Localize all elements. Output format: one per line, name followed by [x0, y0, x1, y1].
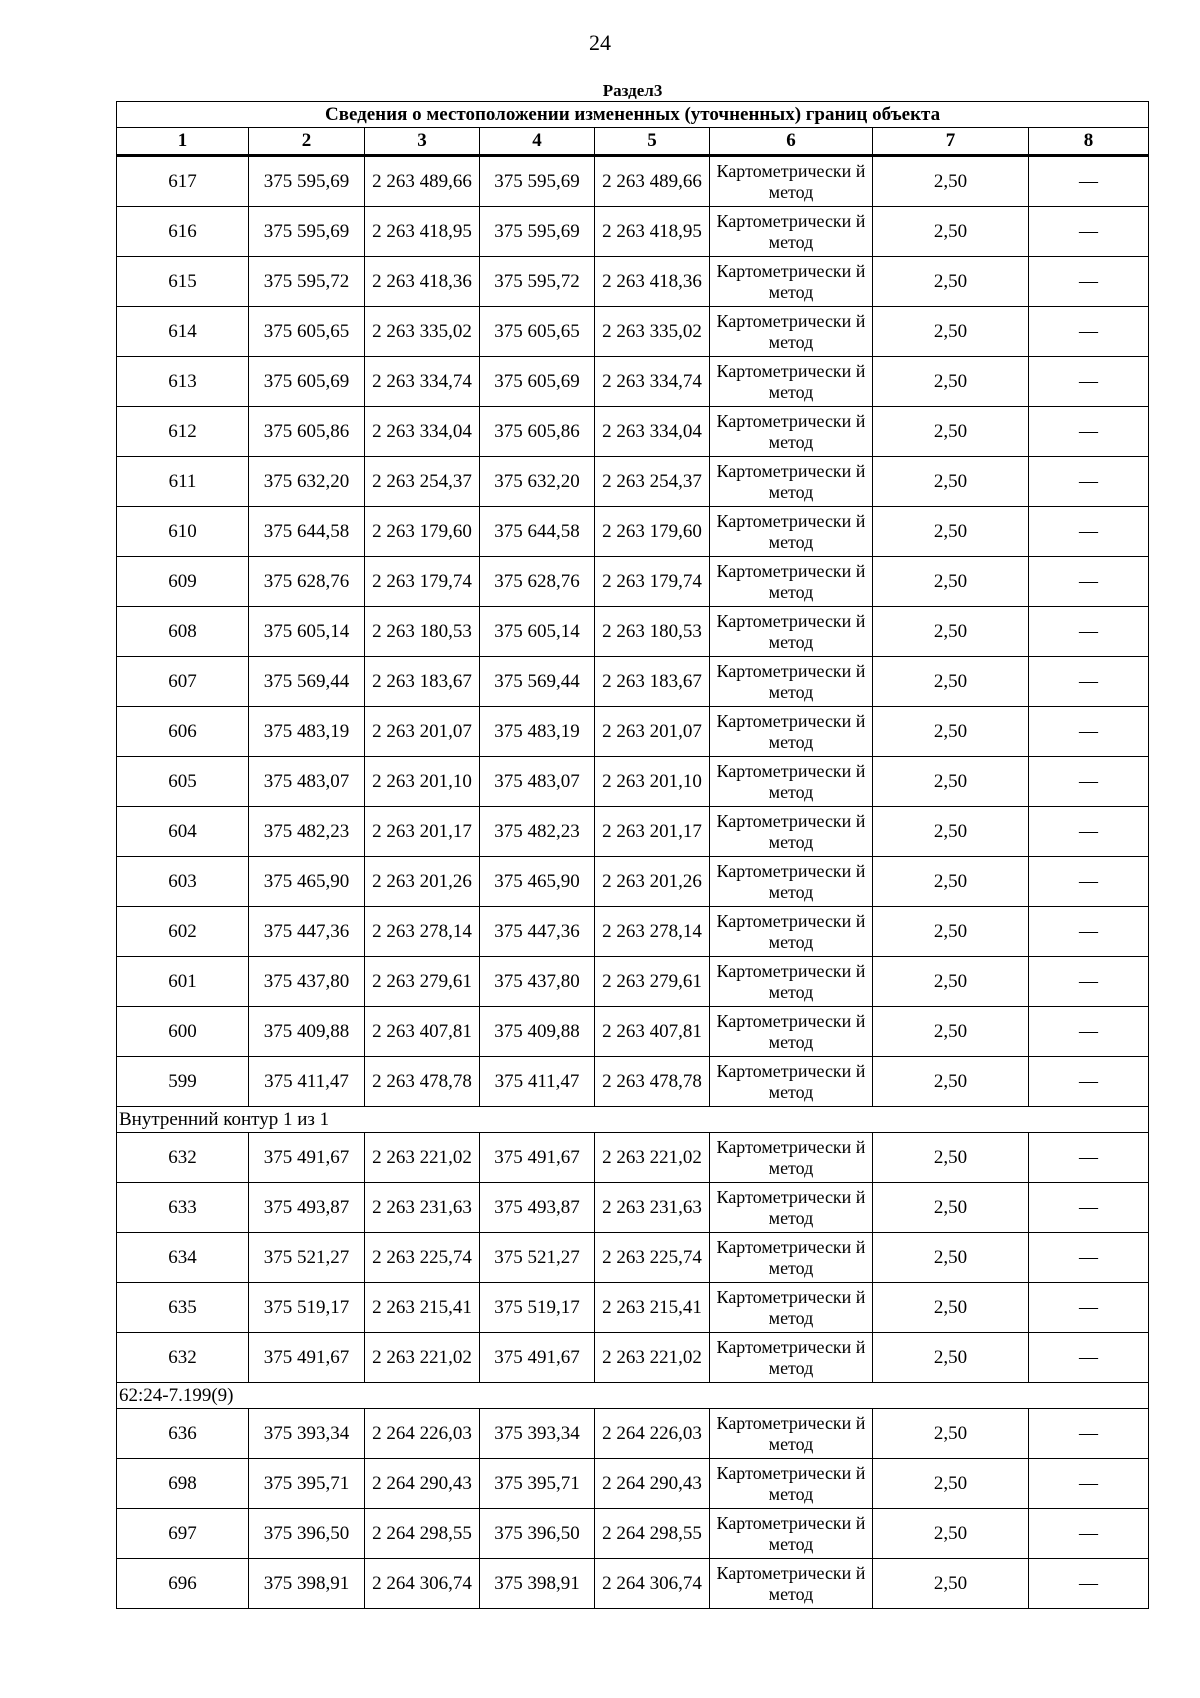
y-refined-cell: 2 263 215,41 — [595, 1283, 710, 1333]
y-existing-cell: 2 263 231,63 — [365, 1183, 480, 1233]
accuracy-cell: 2,50 — [873, 707, 1029, 757]
accuracy-cell: 2,50 — [873, 1333, 1029, 1383]
y-existing-cell: 2 263 201,10 — [365, 757, 480, 807]
column-number: 7 — [873, 128, 1029, 156]
x-existing-cell: 375 605,86 — [249, 407, 365, 457]
description-cell: — — [1029, 156, 1149, 207]
y-existing-cell: 2 264 298,55 — [365, 1509, 480, 1559]
accuracy-cell: 2,50 — [873, 156, 1029, 207]
table-row — [117, 707, 1149, 757]
y-existing-cell: 2 263 334,04 — [365, 407, 480, 457]
point-number-cell: 636 — [117, 1409, 249, 1459]
point-number-cell: 697 — [117, 1509, 249, 1559]
y-refined-cell: 2 263 183,67 — [595, 657, 710, 707]
x-refined-cell: 375 395,71 — [480, 1459, 595, 1509]
y-existing-cell: 2 263 278,14 — [365, 907, 480, 957]
accuracy-cell: 2,50 — [873, 1509, 1029, 1559]
x-existing-cell: 375 409,88 — [249, 1007, 365, 1057]
method-cell: Картометрически й метод — [710, 807, 873, 857]
x-refined-cell: 375 521,27 — [480, 1233, 595, 1283]
x-existing-cell: 375 595,69 — [249, 156, 365, 207]
point-number-cell: 616 — [117, 207, 249, 257]
x-existing-cell: 375 595,69 — [249, 207, 365, 257]
method-cell: Картометрически й метод — [710, 1559, 873, 1609]
x-refined-cell: 375 491,67 — [480, 1133, 595, 1183]
description-cell: — — [1029, 1409, 1149, 1459]
description-cell: — — [1029, 1509, 1149, 1559]
description-cell: — — [1029, 807, 1149, 857]
description-cell: — — [1029, 1559, 1149, 1609]
x-refined-cell: 375 644,58 — [480, 507, 595, 557]
y-existing-cell: 2 263 201,26 — [365, 857, 480, 907]
description-cell: — — [1029, 1333, 1149, 1383]
description-cell: — — [1029, 257, 1149, 307]
y-existing-cell: 2 263 201,17 — [365, 807, 480, 857]
y-refined-cell: 2 263 489,66 — [595, 156, 710, 207]
y-refined-cell: 2 263 221,02 — [595, 1333, 710, 1383]
accuracy-cell: 2,50 — [873, 1409, 1029, 1459]
point-number-cell: 600 — [117, 1007, 249, 1057]
y-existing-cell: 2 263 407,81 — [365, 1007, 480, 1057]
description-cell: — — [1029, 1133, 1149, 1183]
x-existing-cell: 375 396,50 — [249, 1509, 365, 1559]
table-row — [117, 156, 1149, 207]
column-number: 8 — [1029, 128, 1149, 156]
column-number: 3 — [365, 128, 480, 156]
y-refined-cell: 2 263 278,14 — [595, 907, 710, 957]
method-cell: Картометрически й метод — [710, 857, 873, 907]
accuracy-cell: 2,50 — [873, 1057, 1029, 1107]
x-refined-cell: 375 628,76 — [480, 557, 595, 607]
y-existing-cell: 2 263 279,61 — [365, 957, 480, 1007]
x-refined-cell: 375 519,17 — [480, 1283, 595, 1333]
x-refined-cell: 375 465,90 — [480, 857, 595, 907]
point-number-cell: 696 — [117, 1559, 249, 1609]
accuracy-cell: 2,50 — [873, 1183, 1029, 1233]
y-refined-cell: 2 263 179,74 — [595, 557, 710, 607]
y-refined-cell: 2 263 180,53 — [595, 607, 710, 657]
point-number-cell: 615 — [117, 257, 249, 307]
x-existing-cell: 375 519,17 — [249, 1283, 365, 1333]
table-row — [117, 657, 1149, 707]
x-refined-cell: 375 491,67 — [480, 1333, 595, 1383]
description-cell: — — [1029, 1459, 1149, 1509]
table-row — [117, 457, 1149, 507]
x-refined-cell: 375 605,69 — [480, 357, 595, 407]
section-label: Раздел3 — [602, 80, 663, 100]
accuracy-cell: 2,50 — [873, 1283, 1029, 1333]
contour-group-label: Внутренний контур 1 из 1 — [117, 1107, 1149, 1133]
point-number-cell: 606 — [117, 707, 249, 757]
method-cell: Картометрически й метод — [710, 707, 873, 757]
x-refined-cell: 375 493,87 — [480, 1183, 595, 1233]
method-cell: Картометрически й метод — [710, 1509, 873, 1559]
x-existing-cell: 375 605,69 — [249, 357, 365, 407]
accuracy-cell: 2,50 — [873, 957, 1029, 1007]
y-existing-cell: 2 264 290,43 — [365, 1459, 480, 1509]
accuracy-cell: 2,50 — [873, 207, 1029, 257]
method-cell: Картометрически й метод — [710, 1183, 873, 1233]
x-existing-cell: 375 482,23 — [249, 807, 365, 857]
x-existing-cell: 375 595,72 — [249, 257, 365, 307]
accuracy-cell: 2,50 — [873, 607, 1029, 657]
page-number: 24 — [589, 30, 611, 55]
method-cell: Картометрически й метод — [710, 557, 873, 607]
x-existing-cell: 375 437,80 — [249, 957, 365, 1007]
accuracy-cell: 2,50 — [873, 457, 1029, 507]
y-existing-cell: 2 263 334,74 — [365, 357, 480, 407]
table-row — [117, 557, 1149, 607]
description-cell: — — [1029, 1183, 1149, 1233]
x-existing-cell: 375 569,44 — [249, 657, 365, 707]
method-cell: Картометрически й метод — [710, 407, 873, 457]
y-refined-cell: 2 263 225,74 — [595, 1233, 710, 1283]
y-existing-cell: 2 263 183,67 — [365, 657, 480, 707]
y-refined-cell: 2 264 298,55 — [595, 1509, 710, 1559]
method-cell: Картометрически й метод — [710, 1133, 873, 1183]
y-existing-cell: 2 263 215,41 — [365, 1283, 480, 1333]
y-refined-cell: 2 263 418,95 — [595, 207, 710, 257]
description-cell: — — [1029, 1007, 1149, 1057]
x-existing-cell: 375 628,76 — [249, 557, 365, 607]
x-refined-cell: 375 605,86 — [480, 407, 595, 457]
y-refined-cell: 2 263 334,74 — [595, 357, 710, 407]
point-number-cell: 604 — [117, 807, 249, 857]
point-number-cell: 617 — [117, 156, 249, 207]
point-number-cell: 609 — [117, 557, 249, 607]
method-cell: Картометрически й метод — [710, 907, 873, 957]
x-refined-cell: 375 605,65 — [480, 307, 595, 357]
point-number-cell: 602 — [117, 907, 249, 957]
description-cell: — — [1029, 1283, 1149, 1333]
x-existing-cell: 375 483,07 — [249, 757, 365, 807]
description-cell: — — [1029, 357, 1149, 407]
method-cell: Картометрически й метод — [710, 607, 873, 657]
point-number-cell: 632 — [117, 1133, 249, 1183]
accuracy-cell: 2,50 — [873, 1007, 1029, 1057]
y-existing-cell: 2 263 418,95 — [365, 207, 480, 257]
accuracy-cell: 2,50 — [873, 557, 1029, 607]
y-refined-cell: 2 263 418,36 — [595, 257, 710, 307]
y-existing-cell: 2 263 418,36 — [365, 257, 480, 307]
x-existing-cell: 375 393,34 — [249, 1409, 365, 1459]
method-cell: Картометрически й метод — [710, 957, 873, 1007]
description-cell: — — [1029, 657, 1149, 707]
description-cell: — — [1029, 457, 1149, 507]
x-refined-cell: 375 482,23 — [480, 807, 595, 857]
x-refined-cell: 375 595,69 — [480, 207, 595, 257]
y-existing-cell: 2 264 306,74 — [365, 1559, 480, 1609]
description-cell: — — [1029, 707, 1149, 757]
table-row — [117, 407, 1149, 457]
y-existing-cell: 2 263 180,53 — [365, 607, 480, 657]
y-refined-cell: 2 263 231,63 — [595, 1183, 710, 1233]
column-number: 6 — [710, 128, 873, 156]
table-row — [117, 857, 1149, 907]
description-cell: — — [1029, 1057, 1149, 1107]
table-row — [117, 207, 1149, 257]
point-number-cell: 605 — [117, 757, 249, 807]
point-number-cell: 599 — [117, 1057, 249, 1107]
table-row — [117, 1283, 1149, 1333]
y-existing-cell: 2 264 226,03 — [365, 1409, 480, 1459]
method-cell: Картометрически й метод — [710, 1283, 873, 1333]
method-cell: Картометрически й метод — [710, 307, 873, 357]
x-existing-cell: 375 465,90 — [249, 857, 365, 907]
column-number-row — [117, 128, 1149, 156]
y-refined-cell: 2 264 306,74 — [595, 1559, 710, 1609]
description-cell: — — [1029, 507, 1149, 557]
accuracy-cell: 2,50 — [873, 907, 1029, 957]
y-existing-cell: 2 263 335,02 — [365, 307, 480, 357]
y-refined-cell: 2 263 478,78 — [595, 1057, 710, 1107]
point-number-cell: 613 — [117, 357, 249, 407]
contour-group-row — [117, 1383, 1149, 1409]
x-refined-cell: 375 437,80 — [480, 957, 595, 1007]
method-cell: Картометрически й метод — [710, 357, 873, 407]
x-refined-cell: 375 605,14 — [480, 607, 595, 657]
accuracy-cell: 2,50 — [873, 657, 1029, 707]
x-refined-cell: 375 595,72 — [480, 257, 595, 307]
table-row — [117, 1133, 1149, 1183]
y-existing-cell: 2 263 489,66 — [365, 156, 480, 207]
x-refined-cell: 375 569,44 — [480, 657, 595, 707]
y-refined-cell: 2 263 201,10 — [595, 757, 710, 807]
x-existing-cell: 375 411,47 — [249, 1057, 365, 1107]
x-refined-cell: 375 483,07 — [480, 757, 595, 807]
table-row — [117, 1509, 1149, 1559]
point-number-cell: 612 — [117, 407, 249, 457]
y-refined-cell: 2 264 290,43 — [595, 1459, 710, 1509]
accuracy-cell: 2,50 — [873, 257, 1029, 307]
method-cell: Картометрически й метод — [710, 257, 873, 307]
y-refined-cell: 2 263 254,37 — [595, 457, 710, 507]
description-cell: — — [1029, 207, 1149, 257]
description-cell: — — [1029, 857, 1149, 907]
method-cell: Картометрически й метод — [710, 1057, 873, 1107]
point-number-cell: 611 — [117, 457, 249, 507]
accuracy-cell: 2,50 — [873, 1559, 1029, 1609]
method-cell: Картометрически й метод — [710, 507, 873, 557]
method-cell: Картометрически й метод — [710, 1007, 873, 1057]
accuracy-cell: 2,50 — [873, 857, 1029, 907]
y-refined-cell: 2 263 334,04 — [595, 407, 710, 457]
x-refined-cell: 375 398,91 — [480, 1559, 595, 1609]
method-cell: Картометрически й метод — [710, 1459, 873, 1509]
y-existing-cell: 2 263 179,74 — [365, 557, 480, 607]
point-number-cell: 607 — [117, 657, 249, 707]
x-refined-cell: 375 409,88 — [480, 1007, 595, 1057]
accuracy-cell: 2,50 — [873, 407, 1029, 457]
description-cell: — — [1029, 307, 1149, 357]
table-row — [117, 757, 1149, 807]
x-existing-cell: 375 493,87 — [249, 1183, 365, 1233]
y-refined-cell: 2 263 179,60 — [595, 507, 710, 557]
description-cell: — — [1029, 557, 1149, 607]
x-existing-cell: 375 644,58 — [249, 507, 365, 557]
table-row — [117, 1057, 1149, 1107]
table-row — [117, 307, 1149, 357]
table-row — [117, 1007, 1149, 1057]
table-row — [117, 1183, 1149, 1233]
description-cell: — — [1029, 907, 1149, 957]
method-cell: Картометрически й метод — [710, 757, 873, 807]
accuracy-cell: 2,50 — [873, 757, 1029, 807]
y-existing-cell: 2 263 179,60 — [365, 507, 480, 557]
table-row — [117, 907, 1149, 957]
table-row — [117, 957, 1149, 1007]
y-existing-cell: 2 263 254,37 — [365, 457, 480, 507]
y-refined-cell: 2 263 407,81 — [595, 1007, 710, 1057]
x-existing-cell: 375 491,67 — [249, 1133, 365, 1183]
y-existing-cell: 2 263 221,02 — [365, 1333, 480, 1383]
column-number: 2 — [249, 128, 365, 156]
point-number-cell: 698 — [117, 1459, 249, 1509]
contour-group-label: 62:24-7.199(9) — [117, 1383, 1149, 1409]
x-existing-cell: 375 483,19 — [249, 707, 365, 757]
table-row — [117, 1409, 1149, 1459]
point-number-cell: 608 — [117, 607, 249, 657]
y-refined-cell: 2 263 279,61 — [595, 957, 710, 1007]
section-title: Сведения о местоположении измененных (уточненных) границ объекта — [117, 102, 1149, 128]
x-refined-cell: 375 393,34 — [480, 1409, 595, 1459]
x-existing-cell: 375 521,27 — [249, 1233, 365, 1283]
x-refined-cell: 375 447,36 — [480, 907, 595, 957]
x-existing-cell: 375 632,20 — [249, 457, 365, 507]
accuracy-cell: 2,50 — [873, 307, 1029, 357]
method-cell: Картометрически й метод — [710, 1333, 873, 1383]
contour-group-row — [117, 1107, 1149, 1133]
x-refined-cell: 375 483,19 — [480, 707, 595, 757]
accuracy-cell: 2,50 — [873, 1233, 1029, 1283]
accuracy-cell: 2,50 — [873, 1459, 1029, 1509]
accuracy-cell: 2,50 — [873, 357, 1029, 407]
x-existing-cell: 375 491,67 — [249, 1333, 365, 1383]
table-row — [117, 807, 1149, 857]
x-refined-cell: 375 632,20 — [480, 457, 595, 507]
x-existing-cell: 375 447,36 — [249, 907, 365, 957]
point-number-cell: 635 — [117, 1283, 249, 1333]
table-row — [117, 357, 1149, 407]
y-refined-cell: 2 263 201,07 — [595, 707, 710, 757]
x-existing-cell: 375 605,14 — [249, 607, 365, 657]
accuracy-cell: 2,50 — [873, 1133, 1029, 1183]
x-refined-cell: 375 396,50 — [480, 1509, 595, 1559]
method-cell: Картометрически й метод — [710, 207, 873, 257]
method-cell: Картометрически й метод — [710, 657, 873, 707]
y-refined-cell: 2 263 201,17 — [595, 807, 710, 857]
column-number: 5 — [595, 128, 710, 156]
y-existing-cell: 2 263 221,02 — [365, 1133, 480, 1183]
y-existing-cell: 2 263 225,74 — [365, 1233, 480, 1283]
description-cell: — — [1029, 407, 1149, 457]
point-number-cell: 610 — [117, 507, 249, 557]
y-refined-cell: 2 263 221,02 — [595, 1133, 710, 1183]
point-number-cell: 633 — [117, 1183, 249, 1233]
point-number-cell: 634 — [117, 1233, 249, 1283]
table-row — [117, 1459, 1149, 1509]
description-cell: — — [1029, 607, 1149, 657]
point-number-cell: 601 — [117, 957, 249, 1007]
method-cell: Картометрически й метод — [710, 1409, 873, 1459]
method-cell: Картометрически й метод — [710, 156, 873, 207]
x-existing-cell: 375 398,91 — [249, 1559, 365, 1609]
x-existing-cell: 375 605,65 — [249, 307, 365, 357]
accuracy-cell: 2,50 — [873, 507, 1029, 557]
point-number-cell: 614 — [117, 307, 249, 357]
y-refined-cell: 2 263 201,26 — [595, 857, 710, 907]
column-number: 4 — [480, 128, 595, 156]
accuracy-cell: 2,50 — [873, 807, 1029, 857]
table-row — [117, 507, 1149, 557]
point-number-cell: 632 — [117, 1333, 249, 1383]
x-refined-cell: 375 411,47 — [480, 1057, 595, 1107]
method-cell: Картометрически й метод — [710, 1233, 873, 1283]
y-refined-cell: 2 263 335,02 — [595, 307, 710, 357]
column-number: 1 — [117, 128, 249, 156]
table-row — [117, 607, 1149, 657]
x-refined-cell: 375 595,69 — [480, 156, 595, 207]
boundary-coordinates-table — [116, 80, 1149, 1609]
table-row — [117, 1333, 1149, 1383]
table-row — [117, 1233, 1149, 1283]
description-cell: — — [1029, 1233, 1149, 1283]
method-cell: Картометрически й метод — [710, 457, 873, 507]
table-row — [117, 257, 1149, 307]
y-existing-cell: 2 263 201,07 — [365, 707, 480, 757]
y-existing-cell: 2 263 478,78 — [365, 1057, 480, 1107]
y-refined-cell: 2 264 226,03 — [595, 1409, 710, 1459]
description-cell: — — [1029, 957, 1149, 1007]
table-row — [117, 1559, 1149, 1609]
point-number-cell: 603 — [117, 857, 249, 907]
description-cell: — — [1029, 757, 1149, 807]
x-existing-cell: 375 395,71 — [249, 1459, 365, 1509]
